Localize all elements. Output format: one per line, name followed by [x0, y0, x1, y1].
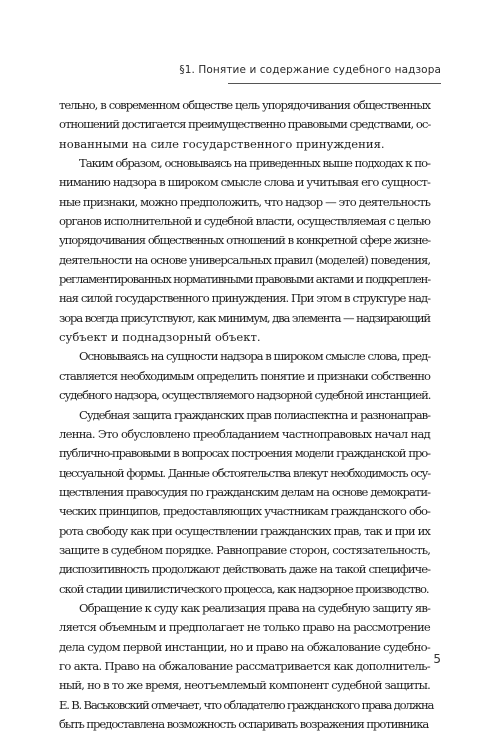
page-number: 5 [433, 652, 441, 666]
paragraph-line: рота свободу как при осуществлении гражданских прав, так и при их [59, 523, 430, 538]
paragraph-line: ческих принципов, предоставляющих участникам гражданского обо- [59, 504, 430, 519]
paragraph-line: зора всегда присутствуют, как минимум, два элемента — надзирающий [59, 310, 430, 325]
paragraph-line: ставляется необходимым определить понятие и признаки собственно [59, 368, 430, 383]
paragraph-line: ная силой государственного принуждения. При этом в структуре над- [59, 291, 430, 306]
paragraph-line: Обращение к суду как реализация права на судебную защиту яв- [79, 600, 430, 615]
paragraph-line: Е. В. Васьковский отмечает, что обладателю гражданского права должна [59, 697, 434, 712]
paragraph-line: упорядочивания общественных отношений в конкретной сфере жизне- [59, 233, 430, 248]
paragraph-line: субъект и поднадзорный объект. [59, 330, 261, 345]
header-rule [228, 83, 441, 84]
paragraph-line: го акта. Право на обжалование рассматривается как дополнитель- [59, 658, 430, 673]
paragraph-line: диспозитивность продолжают действовать даже на такой специфиче- [59, 562, 430, 577]
paragraph-line: ленна. Это обусловлено преобладанием частноправовых начал над [59, 426, 430, 441]
paragraph-line: органов исполнительной и судебной власти, осуществляемая с целью [59, 214, 431, 229]
paragraph-line: ный, но в то же время, неотъемлемый компонент судебной защиты. [59, 678, 430, 693]
paragraph-line: Основываясь на сущности надзора в широком смысле слова, пред- [79, 349, 431, 364]
paragraph-line: отношений достигается преимущественно правовыми средствами, ос- [59, 117, 431, 132]
paragraph-line: защите в судебном порядке. Равноправие сторон, состязательность, [59, 542, 431, 557]
paragraph-line: судебного надзора, осуществляемого надзорной судебной инстанцией. [59, 388, 431, 403]
paragraph-line: цессуальной формы. Данные обстоятельства влекут необходимость осу- [59, 465, 430, 480]
paragraph-line: Таким образом, основываясь на приведенных выше подходах к по- [79, 156, 430, 171]
body-text [59, 96, 434, 734]
paragraph-line: ществления правосудия по гражданским делам на основе демократи- [59, 484, 430, 499]
paragraph-line: Судебная защита гражданских прав полиаспектна и разнонаправ- [79, 407, 430, 422]
paragraph-line: ской стадии цивилистического процесса, как надзорное производство. [59, 581, 429, 596]
paragraph-line: тельно, в современном обществе цель упорядочивания общественных [59, 98, 430, 112]
running-header: §1. Понятие и содержание судебного надзора [179, 64, 441, 76]
paragraph-line: дела судом первой инстанции, но и право на обжалование судебно- [59, 639, 430, 654]
paragraph-line: ляется объемным и предполагает не только право на рассмотрение [59, 620, 430, 635]
paragraph-line: ниманию надзора в широком смысле слова и учитывая его сущност- [59, 175, 431, 190]
paragraph-line: ные признаки, можно предположить, что надзор — это деятельность [59, 194, 430, 209]
paragraph-line: публично-правовыми в вопросах построения модели гражданской про- [59, 446, 430, 461]
paragraph-line: быть предоставлена возможность оспаривать возражения противника [59, 717, 429, 731]
paragraph-line: регламентированных нормативными правовыми актами и подкреплен- [59, 272, 431, 287]
paragraph-line: деятельности на основе универсальных правил (моделей) поведения, [59, 252, 431, 267]
paragraph-line: нованными на силе государственного принуждения. [59, 136, 385, 151]
